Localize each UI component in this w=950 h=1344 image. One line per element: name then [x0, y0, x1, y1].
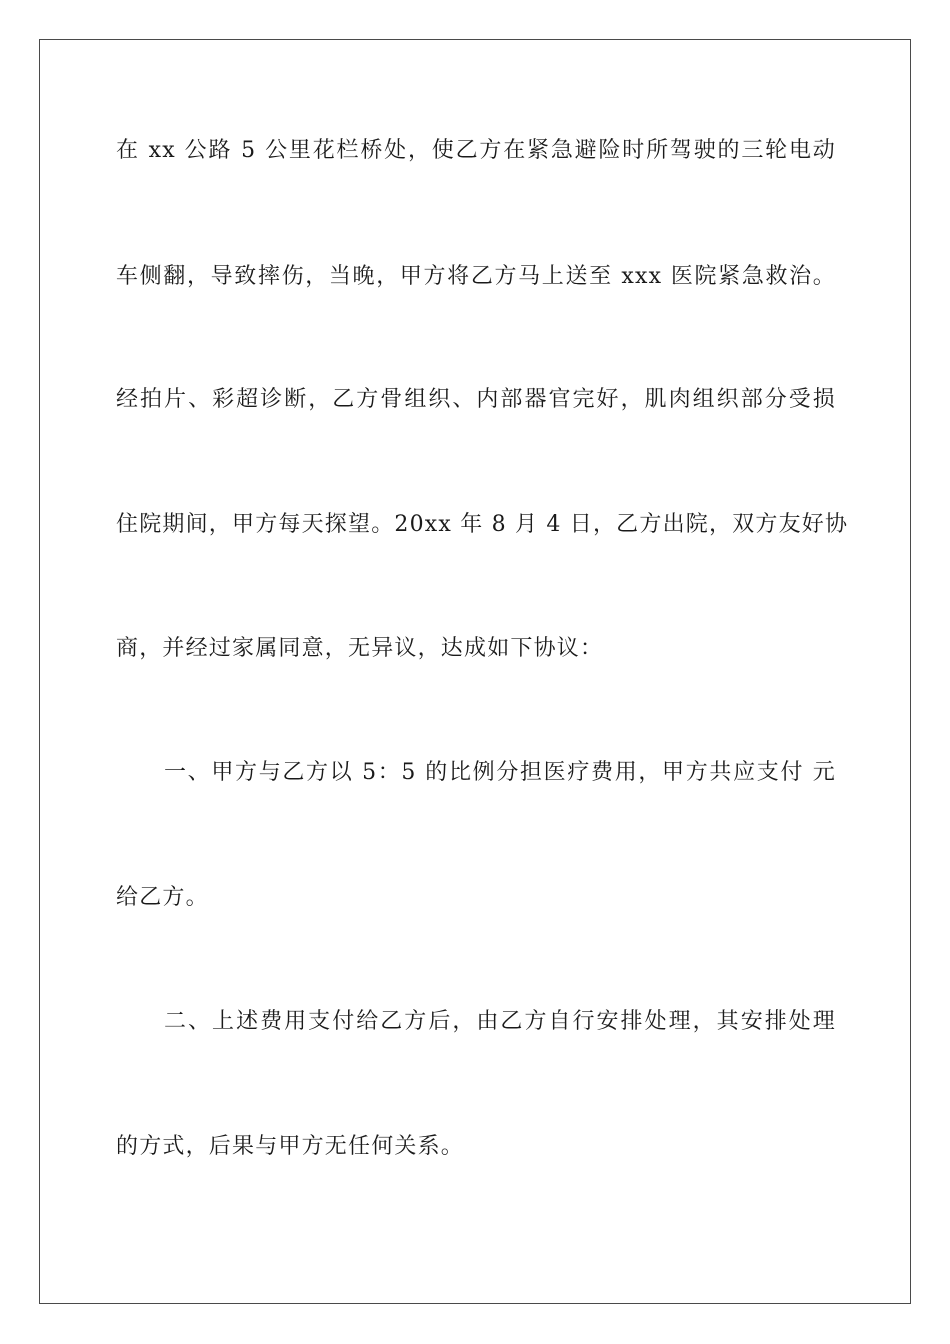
- paragraph-line: 商，并经过家属同意，无异议，达成如下协议：: [116, 636, 604, 661]
- clause-two-line: 二、上述费用支付给乙方后，由乙方自行安排处理，其安排处理: [164, 1009, 836, 1034]
- page-border: [39, 39, 911, 1304]
- clause-one-continuation: 给乙方。: [116, 885, 209, 910]
- clause-two-continuation: 的方式，后果与甲方无任何关系。: [116, 1134, 465, 1159]
- paragraph-line: 车侧翻，导致摔伤，当晚，甲方将乙方马上送至 xxx 医院紧急救治。: [116, 264, 836, 289]
- paragraph-line: 住院期间，甲方每天探望。20xx 年 8 月 4 日，乙方出院，双方友好协: [116, 512, 849, 537]
- paragraph-line: 经拍片、彩超诊断，乙方骨组织、内部器官完好，肌肉组织部分受损: [116, 387, 836, 412]
- paragraph-line: 在 xx 公路 5 公里花栏桥处，使乙方在紧急避险时所驾驶的三轮电动: [116, 138, 836, 163]
- clause-one-line: 一、甲方与乙方以 5：5 的比例分担医疗费用，甲方共应支付 元: [164, 760, 836, 785]
